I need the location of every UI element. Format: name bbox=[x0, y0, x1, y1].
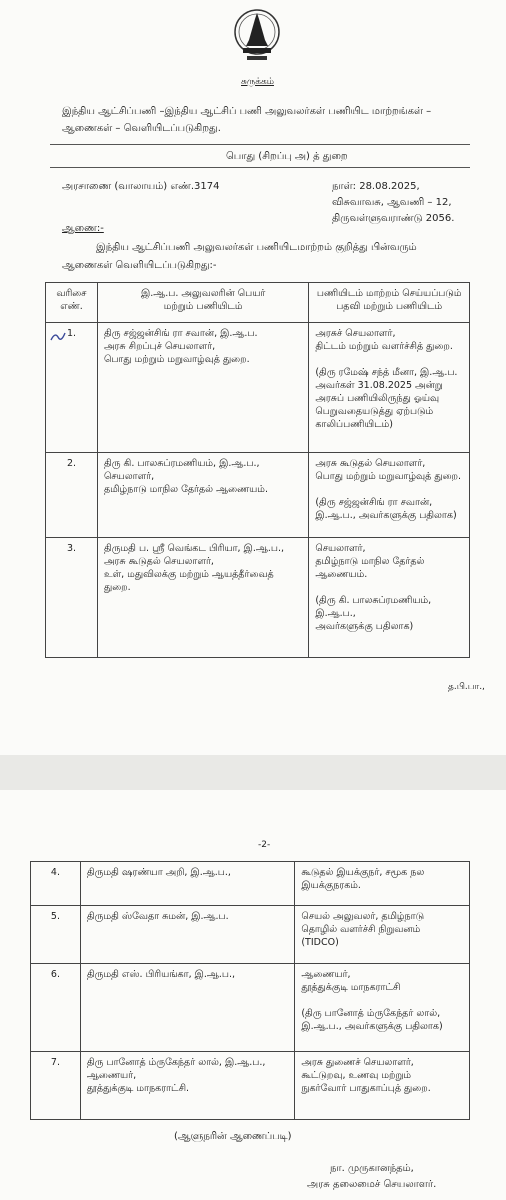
page-2 bbox=[0, 790, 506, 1200]
subject-line-1: இந்திய ஆட்சிப்பணி –இந்திய ஆட்சிப் பணி அலுவலர்கள் பணியிட மாற்றங்கள் – bbox=[62, 106, 432, 117]
tamil-nadu-emblem-icon bbox=[233, 6, 281, 64]
column-header-serial: வரிசை எண். bbox=[46, 283, 98, 323]
posting-cell: கூடுதல் இயக்குநர், சமூக நல இயக்குநரகம். bbox=[295, 862, 470, 906]
transfer-table bbox=[45, 282, 470, 658]
posting-cell: அரசு கூடுதல் செயலாளர், பொது மற்றும் மறுவாழ்வுத் துறை. (திரு சஜ்ஜன்சிங் ரா சவான், இ.ஆ.ப., அவர்களுக்கு பதிலாக) bbox=[309, 453, 470, 538]
table-header-row bbox=[46, 283, 470, 323]
pen-tick-mark-icon bbox=[48, 328, 70, 346]
officer-cell: திருமதி ப. ஸ்ரீ வெங்கட பிரியா, இ.ஆ.ப., அரசு கூடுதல் செயலாளர், உள், மதுவிலக்கு மற்றும் ஆயத்தீர்வைத் துறை. bbox=[97, 538, 308, 658]
table-row bbox=[31, 964, 470, 1052]
officer-cell: திரு கி. பாலசுப்ரமணியம், இ.ஆ.ப., செயலாளர், தமிழ்நாடு மாநில தேர்தல் ஆணையம். bbox=[97, 453, 308, 538]
subject-line-2: ஆணைகள் – வெளியிடப்படுகிறது. bbox=[62, 123, 221, 134]
divider bbox=[50, 167, 470, 168]
posting-cell: செயலாளர், தமிழ்நாடு மாநில தேர்தல் ஆணையம். (திரு கி. பாலசுப்ரமணியம், இ.ஆ.ப., அவர்களுக்கு பதிலாக) bbox=[309, 538, 470, 658]
table-row bbox=[46, 323, 470, 453]
transfer-table-continued bbox=[30, 861, 470, 1120]
column-header-officer: இ.ஆ.ப. அலுவலரின் பெயர் மற்றும் பணியிடம் bbox=[97, 283, 308, 323]
go-tamil-month: விசுவாவசு, ஆவணி – 12, bbox=[332, 197, 452, 208]
signatory-title: அரசு தலைமைச் செயலாளர். bbox=[307, 1179, 437, 1190]
order-heading: ஆணை:- bbox=[62, 223, 104, 234]
header-title: சுருக்கம் bbox=[241, 77, 274, 87]
serial-number: 3. bbox=[46, 538, 98, 658]
table-row bbox=[46, 453, 470, 538]
officer-cell: திரு பானோத் ம்ருகேந்தர் லால், இ.ஆ.ப., ஆணையர், தூத்துக்குடி மாநகராட்சி. bbox=[80, 1052, 294, 1120]
serial-number: 6. bbox=[31, 964, 81, 1052]
governor-order: (ஆளுநரின் ஆணைப்படி) bbox=[174, 1131, 292, 1142]
table-row bbox=[31, 862, 470, 906]
serial-number: 7. bbox=[31, 1052, 81, 1120]
page-gap bbox=[0, 755, 506, 790]
intro-line-2: ஆணைகள் வெளியிடப்படுகிறது:- bbox=[62, 260, 217, 271]
serial-number: 4. bbox=[31, 862, 81, 906]
serial-number: 1. bbox=[46, 323, 98, 453]
please-turn-over: த.பி.பா., bbox=[448, 682, 485, 692]
divider bbox=[50, 144, 470, 145]
go-number: அரசாணை (வாலாயம்) எண்.3174 bbox=[62, 181, 220, 192]
column-header-posting: பணியிடம் மாற்றம் செய்யப்படும் பதவி மற்றும் பணியிடம் bbox=[309, 283, 470, 323]
serial-number: 2. bbox=[46, 453, 98, 538]
posting-cell: அரசுச் செயலாளர், திட்டம் மற்றும் வளர்ச்சித் துறை. (திரு ரமேஷ் சந்த் மீனா, இ.ஆ.ப. அவர்கள் 31.08.2025 அன்று அரசுப் பணியிலிருந்து ஓய்வு பெறுவதையடுத்து ஏற்படும் காலிப்பணியிடம்) bbox=[309, 323, 470, 453]
department-name: பொது (சிறப்பு அ) த் துறை bbox=[226, 151, 348, 162]
table-row bbox=[31, 906, 470, 964]
go-date: நாள்: 28.08.2025, bbox=[332, 181, 420, 192]
posting-cell: செயல் அலுவலர், தமிழ்நாடு தொழில் வளர்ச்சி நிறுவனம் (TIDCO) bbox=[295, 906, 470, 964]
officer-cell: திருமதி ஸ்வேதா சுமன், இ.ஆ.ப. bbox=[80, 906, 294, 964]
page-number: -2- bbox=[258, 840, 271, 850]
posting-cell: அரசு துணைச் செயலாளர், கூட்டுறவு, உணவு மற்றும் நுகர்வோர் பாதுகாப்புத் துறை. bbox=[295, 1052, 470, 1120]
officer-cell: திருமதி ஷரண்யா அறி, இ.ஆ.ப., bbox=[80, 862, 294, 906]
table-row bbox=[31, 1052, 470, 1120]
posting-cell: ஆணையர், தூத்துக்குடி மாநகராட்சி (திரு பானோத் ம்ருகேந்தர் லால், இ.ஆ.ப., அவர்களுக்கு பதிலாக) bbox=[295, 964, 470, 1052]
serial-number: 5. bbox=[31, 906, 81, 964]
officer-cell: திருமதி எஸ். பிரியங்கா, இ.ஆ.ப., bbox=[80, 964, 294, 1052]
signatory-name: நா. முருகானந்தம், bbox=[330, 1163, 414, 1174]
intro-line-1: இந்திய ஆட்சிப்பணி அலுவலர்கள் பணியிடமாற்றம் குறித்து பின்வரும் bbox=[96, 242, 417, 253]
go-tamil-year: திருவள்ளுவராண்டு 2056. bbox=[332, 213, 455, 224]
officer-cell: திரு சஜ்ஜன்சிங் ரா சவான், இ.ஆ.ப. அரசு சிறப்புச் செயலாளர், பொது மற்றும் மறுவாழ்வுத் துறை. bbox=[97, 323, 308, 453]
table-row bbox=[46, 538, 470, 658]
